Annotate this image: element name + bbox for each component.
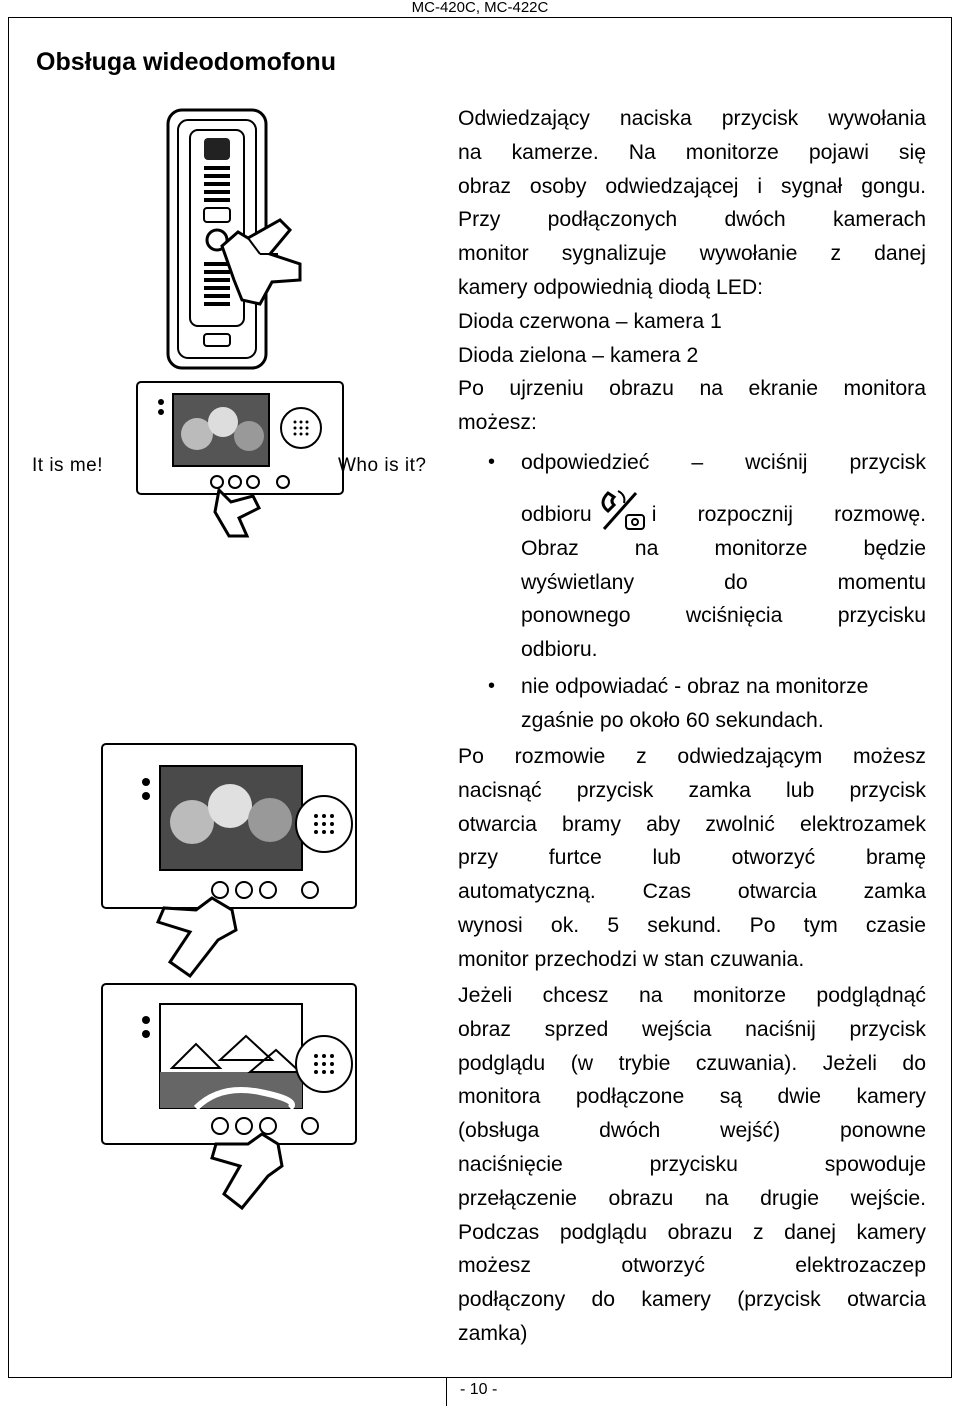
page-number: - 10 -	[460, 1381, 498, 1398]
text-line: monitor przechodzi w stan czuwania.	[458, 947, 805, 971]
text-line: monitor sygnalizuje wywołanie z danej	[458, 242, 926, 266]
bullet-ignore	[458, 670, 926, 738]
text-line: możesz otworzyć elektrozaczep	[458, 1254, 926, 1278]
door-camera-figure	[160, 104, 310, 374]
bullet-answer-continued	[458, 498, 926, 667]
bullet-line: ponownego wciśnięcia przycisku	[521, 604, 926, 628]
text-line: na kamerze. Na monitorze pojawi się	[458, 140, 926, 164]
caption-resident: Who is it?	[338, 455, 427, 476]
footer-divider	[446, 1378, 447, 1406]
bullet-line: wyświetlany do momentu	[521, 570, 926, 594]
bullet-line: • odpowiedzieć – wciśnij przycisk	[458, 446, 926, 480]
bullet-line: zgaśnie po około 60 sekundach.	[521, 708, 824, 732]
text-line: wynosi ok. 5 sekund. Po tym czasie	[458, 913, 926, 937]
preview-paragraph	[458, 979, 926, 1351]
text-line: (obsługa dwóch wejść) ponowne	[458, 1119, 926, 1143]
bullet-line: • nie odpowiadać - obraz na monitorze	[458, 670, 926, 704]
bullet-line: Obraz na monitorze będzie	[521, 536, 926, 560]
header-rule	[8, 17, 952, 18]
text-line: automatyczną. Czas otwarcia zamka	[458, 880, 926, 904]
text-line: zamka)	[458, 1321, 528, 1345]
bullet-line-start: odbioru	[521, 503, 592, 526]
frame-left-rule	[8, 17, 9, 1377]
frame-right-rule	[951, 17, 952, 1377]
handset-answer-icon	[596, 489, 648, 533]
text-line: obraz osoby odwiedzającej i sygnał gongu.	[458, 174, 926, 198]
text-line: Jeżeli chcesz na monitorze podglądnąć	[458, 984, 926, 1007]
text-line: Dioda czerwona – kamera 1	[458, 309, 722, 333]
text-line: Po ujrzeniu obrazu na ekranie monitora	[458, 377, 926, 401]
page-title: Obsługa wideodomofonu	[36, 48, 336, 76]
monitor-unlock-figure	[100, 740, 360, 980]
text-line: możesz:	[458, 411, 537, 435]
text-line: Podczas podglądu obrazu z danej kamery	[458, 1220, 926, 1244]
text-line: nacisnąć przycisk zamka lub przycisk	[458, 778, 926, 802]
bullet-answer	[458, 446, 926, 480]
document-model-header: MC-420C, MC-422C	[411, 0, 549, 16]
caption-visitor: It is me!	[32, 455, 104, 476]
text-line: podłączony do kamery (przycisk otwarcia	[458, 1288, 926, 1312]
unlock-paragraph	[458, 740, 926, 977]
text-line: Po rozmowie z odwiedzającym możesz	[458, 745, 926, 768]
bullet-line-end: i rozpocznij rozmowę.	[651, 503, 926, 526]
text-line: przy furtce lub otworzyć bramę	[458, 846, 926, 870]
bullet-line	[521, 498, 926, 532]
text-line: kamery odpowiednią diodą LED:	[458, 275, 764, 299]
bullet-line: odbioru.	[521, 638, 598, 662]
monitor-preview-figure	[100, 980, 360, 1212]
monitor-call-figure	[135, 378, 345, 538]
text-line: Dioda zielona – kamera 2	[458, 343, 699, 367]
intro-paragraph	[458, 102, 926, 440]
text-line: monitora podłączone są dwie kamery	[458, 1085, 926, 1109]
text-line: Odwiedzający naciska przycisk wywołania	[458, 107, 926, 130]
footer-rule	[8, 1377, 952, 1378]
text-line: otwarcia bramy aby zwolnić elektrozamek	[458, 812, 926, 836]
text-line: obraz sprzed wejścia naciśnij przycisk	[458, 1017, 926, 1041]
text-line: przełączenie obrazu na drugie wejście.	[458, 1186, 926, 1210]
text-line: podglądu (w trybie czuwania). Jeżeli do	[458, 1051, 926, 1075]
text-line: naciśnięcie przycisku spowoduje	[458, 1152, 926, 1176]
text-line: Przy podłączonych dwóch kamerach	[458, 208, 926, 232]
